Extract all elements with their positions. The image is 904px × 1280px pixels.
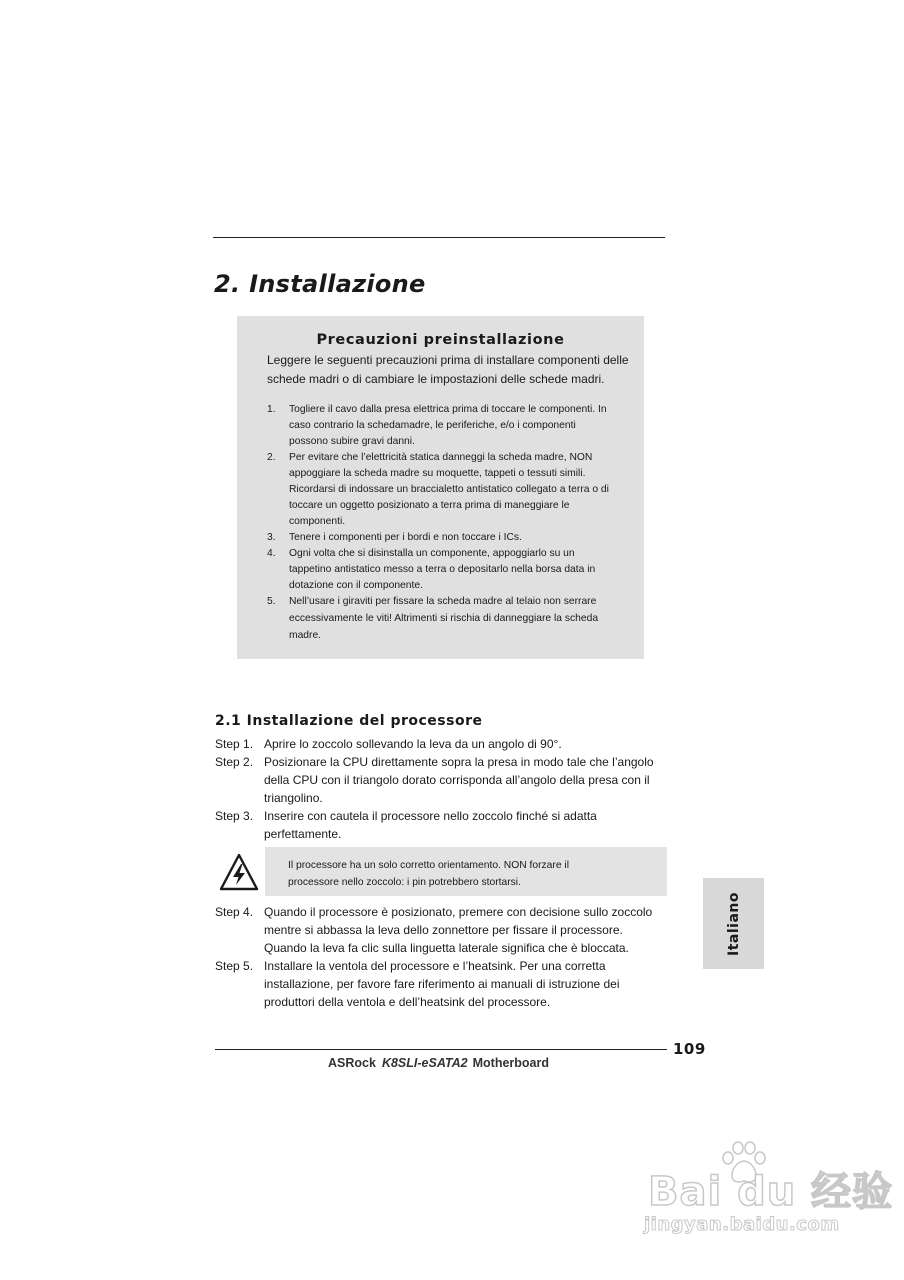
footer-product: Motherboard <box>472 1056 549 1070</box>
precautions-title: Precauzioni preinstallazione <box>316 332 565 348</box>
language-label: Italiano <box>725 891 742 956</box>
footer-brand: ASRock <box>328 1056 376 1070</box>
watermark-url: jingyan.baidu.com <box>644 1214 840 1235</box>
steps-group-2 <box>215 903 675 1011</box>
steps-group-1 <box>215 735 675 843</box>
list-item: 3. Tenere i componenti per i bordi e non toccare i ICs. <box>267 532 522 543</box>
step-2: Step 2. Posizionare la CPU direttamente sopra la presa in modo tale che l’angolo della CPU con il triangolo dorato corrisponda all’angolo della presa con il triangolino. <box>215 755 654 805</box>
step-5: Step 5. Installare la ventola del processore e l’heatsink. Per una corretta installazione, per favore fare riferimento ai manuali di istruzione dei produttori della ventola e dell’heatsink del processore. <box>215 959 620 1009</box>
step-3: Step 3. Inserire con cautela il processore nello zoccolo finché si adatta perfettamente. <box>215 809 597 841</box>
baidu-watermark <box>640 1140 894 1250</box>
precautions-intro: Leggere le seguenti precauzioni prima di installare componenti delle schede madri o di cambiare le impostazioni delle schede madri. <box>267 353 629 386</box>
top-divider <box>213 237 665 238</box>
language-side-tab <box>703 878 764 969</box>
chapter-title: 2. Installazione <box>214 270 426 298</box>
list-item: 1. Togliere il cavo dalla presa elettrica prima di toccare le componenti. In caso contrario la schedamadre, le periferiche, e/o i componenti possono subire gravi danni. <box>267 404 607 447</box>
step-4: Step 4. Quando il processore è posizionato, premere con decisione sullo zoccolo mentre si abbassa la leva dello zonnettore per fissare il processore. Quando la leva fa clic sulla linguetta laterale significa che è bloccata. <box>215 905 653 955</box>
footer-model: K8SLI-eSATA2 <box>381 1056 468 1070</box>
step-1: Step 1. Aprire lo zoccolo sollevando la leva da un angolo di 90°. <box>215 737 562 751</box>
list-item: 5. Nell’usare i giraviti per fissare la scheda madre al telaio non serrare eccessivamente le viti! Altrimenti si rischia di danneggiare la scheda madre. <box>267 596 599 641</box>
footer <box>328 1056 549 1070</box>
watermark-logo: Bai du 经验 <box>648 1169 894 1215</box>
page-number: 109 <box>673 1040 706 1058</box>
precautions-box <box>237 316 644 659</box>
high-voltage-warning-icon <box>219 852 259 892</box>
bottom-divider <box>215 1049 667 1050</box>
section-heading: 2.1 Installazione del processore <box>215 713 483 729</box>
list-item: 4. Ogni volta che si disinstalla un componente, appoggiarlo su un tappetino antistatico messo a terra o depositarlo nella borsa data in dotazione con il componente. <box>267 548 596 591</box>
precautions-list <box>267 402 627 644</box>
list-item: 2. Per evitare che l’elettricità statica danneggi la scheda madre, NON appoggiare la scheda madre su moquette, tappeti o tessuti simili. Ricordarsi di indossare un braccialetto antistatico collegato a terra o di toccare un oggetto posizionato a terra prima di maneggiare le componenti. <box>267 452 609 527</box>
note-text: Il processore ha un solo corretto orientamento. NON forzare il processore nello zoccolo: i pin potrebbero stortarsi. <box>288 860 570 888</box>
note-box <box>265 847 667 896</box>
